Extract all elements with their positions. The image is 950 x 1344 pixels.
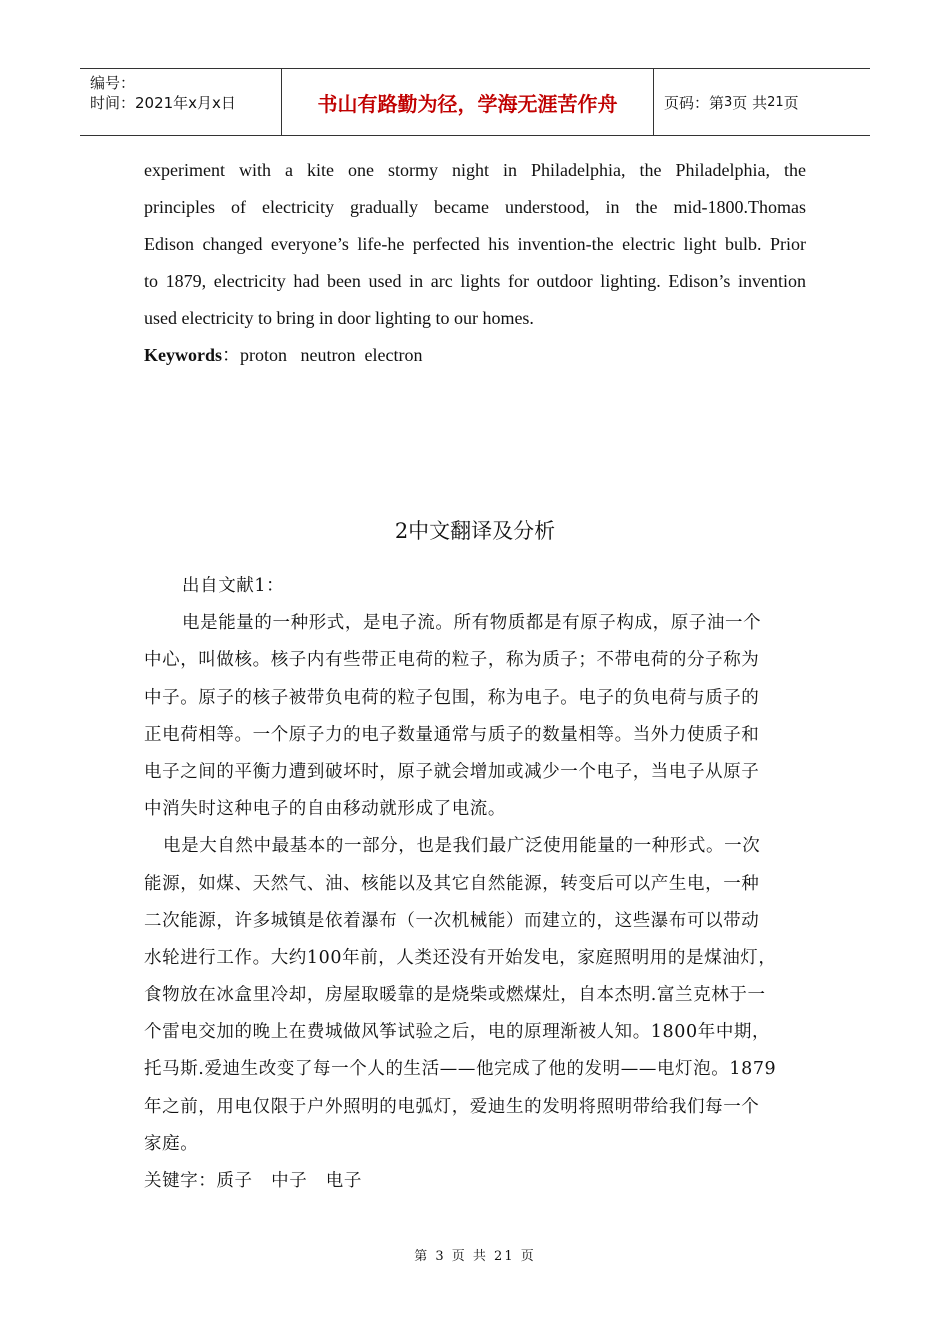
paragraph-line: 电是能量的一种形式，是电子流。所有物质都是有原子构成，原子油一个 — [182, 613, 762, 634]
paragraph-line: 中子。原子的核子被带负电荷的粒子包围，称为电子。电子的负电荷与质子的 — [144, 687, 760, 708]
paragraph-line: 中消失时这种电子的自由移动就形成了电流。 — [144, 799, 506, 820]
paragraph-line: 食物放在冰盒里冷却，房屋取暖靠的是烧柴或燃煤灶，自本杰明.富兰克林于一 — [144, 985, 766, 1006]
page-total: 21 — [767, 94, 784, 110]
keywords-label: Keywords — [144, 345, 222, 365]
english-abstract — [144, 152, 806, 374]
chinese-keywords: 关键字：质子 中子 电子 — [144, 1171, 362, 1191]
paragraph-line: 能源，如煤、天然气、油、核能以及其它自然能源，转变后可以产生电，一种 — [144, 873, 760, 894]
keywords-text: ：proton neutron electron — [222, 345, 423, 365]
paragraph-line: 中心，叫做核。核子内有些带正电荷的粒子，称为质子；不带电荷的分子称为 — [144, 650, 760, 671]
page-pre: 页码：第 — [664, 93, 725, 112]
paragraph-line: 水轮进行工作。大约100年前，人类还没有开始发电，家庭照明用的是煤油灯， — [144, 947, 777, 968]
english-keywords — [144, 337, 806, 374]
page-post: 页 — [783, 93, 799, 112]
english-line: to 1879, electricity had been used in arc lights for outdoor lighting. Edison’s invention — [144, 271, 806, 291]
page-footer: 第 3 页 共 21 页 — [414, 1249, 536, 1264]
paragraph-line: 正电荷相等。一个原子力的电子数量通常与质子的数量相等。当外力使质子和 — [144, 724, 760, 745]
source-line: 出自文献1： — [182, 576, 285, 596]
page-number: 3 — [724, 94, 733, 110]
page-header — [80, 68, 870, 136]
page-mid: 页 共 — [732, 93, 768, 112]
paragraph-line: 电子之间的平衡力遭到破坏时，原子就会增加或减少一个电子，当电子从原子 — [144, 761, 760, 782]
english-line: used electricity to bring in door lighting to our homes. — [144, 308, 534, 328]
header-meta — [80, 69, 282, 135]
header-motto: 书山有路勤为径，学海无涯苦作舟 — [282, 69, 654, 135]
paragraph-line: 年之前，用电仅限于户外照明的电弧灯，爱迪生的发明将照明带给我们每一个 — [144, 1096, 760, 1117]
number-label: 编号： — [90, 74, 136, 92]
chinese-translation — [144, 568, 816, 1200]
english-line: principles of electricity gradually became understood, in the mid-1800.Thomas — [144, 197, 806, 217]
paragraph-line: 个雷电交加的晚上在费城做风筝试验之后，电的原理渐被人知。1800年中期， — [144, 1022, 771, 1043]
paragraph-line: 家庭。 — [144, 1133, 199, 1154]
paragraph-line: 二次能源，许多城镇是依着瀑布（一次机械能）而建立的，这些瀑布可以带动 — [144, 910, 760, 931]
header-page-info — [654, 69, 870, 135]
section-title: 2中文翻译及分析 — [394, 519, 556, 543]
english-line: Edison changed everyone’s life-he perfected his invention-the electric light bulb. Prior — [144, 234, 806, 254]
paragraph-line: 托马斯.爱迪生改变了每一个人的生活——他完成了他的发明——电灯泡。1879 — [144, 1059, 777, 1080]
english-line: experiment with a kite one stormy night in Philadelphia, the Philadelphia, the — [144, 160, 806, 180]
time-label: 时间：2021年x月x日 — [90, 94, 236, 112]
paragraph-line: 电是大自然中最基本的一部分，也是我们最广泛使用能量的一种形式。一次 — [163, 836, 761, 857]
